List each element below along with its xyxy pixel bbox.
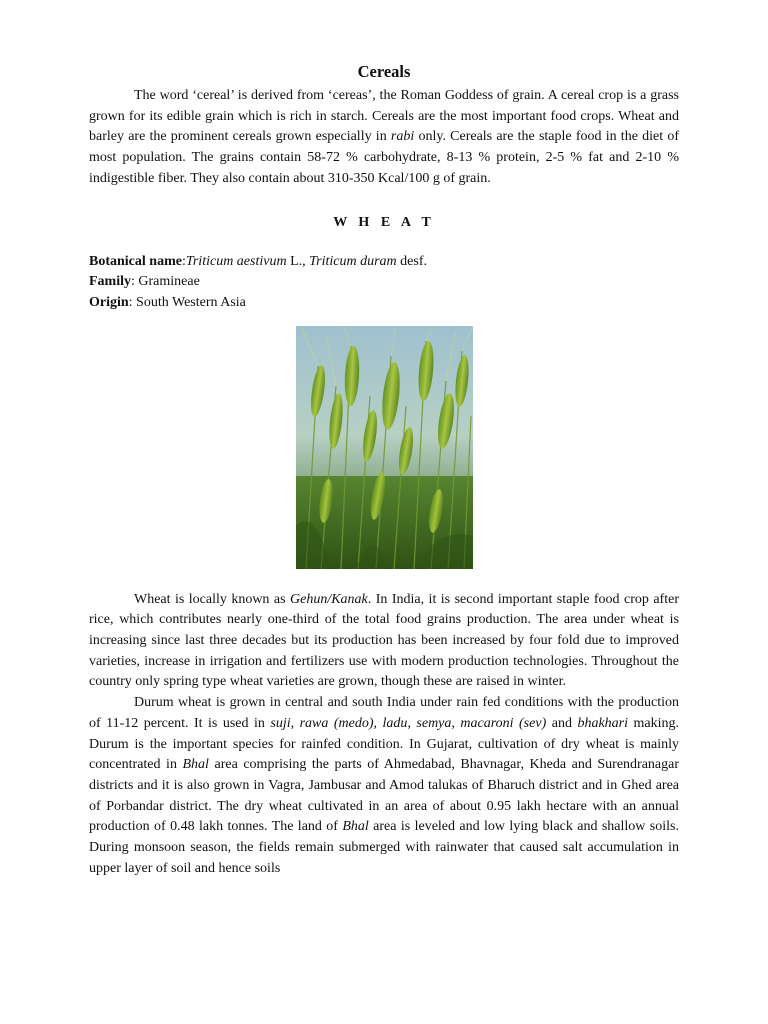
origin-value: : South Western Asia: [128, 294, 246, 310]
section-heading: W H E A T: [333, 214, 435, 230]
durum-wheat-paragraph: Durum wheat is grown in central and south India under rain fed conditions with the production of 11-12 percent. It is used in suji, rawa (medo), ladu, semya, macaroni (sev) and bhakhari making. Durum is the important species for rainfed condition. In Gujarat, cultivation of dry wheat is mainly concentrated in Bhal area comprising the parts of Ahmedabad, Bhavnagar, Kheda and Surendranagar districts and it is also grown in Vagra, Jambusar and Amod talukas of Bharuch district and in Ghed area of Porbandar district. The dry wheat cultivated in an area of about 0.95 lakh hectare with an annual production of 0.48 lakh tonnes. The land of Bhal area is leveled and low lying black and shallow soils. During monsoon season, the fields remain submerged with rainwater that caused salt accumulation in upper layer of soil and hence soils: [89, 695, 680, 876]
botanical-name-label: Botanical name: [89, 253, 182, 269]
origin-label: Origin: [89, 294, 129, 310]
wheat-field-photo: [296, 326, 473, 569]
origin-row: [89, 293, 679, 314]
emphasized-term: Bhal: [342, 819, 369, 835]
family-row: [89, 272, 679, 293]
emphasized-term: rabi: [390, 129, 415, 145]
crop-facts: [89, 252, 679, 314]
emphasized-term: Triticum aestivum: [185, 253, 287, 269]
intro-paragraph: The word ‘cereal’ is derived from ‘cereas’, the Roman Goddess of grain. A cereal crop is a grass grown for its edible grain which is rich in starch. Cereals are the most important food crops. Wheat and barley are the prominent cereals grown especially in rabi only. Cereals are the staple food in the diet of most population. The grains contain 58-72 % carbohydrate, 8-13 % protein, 2-5 % fat and 2-10 % indigestible fiber. They also contain about 310-350 Kcal/100 g of grain.: [89, 88, 679, 186]
emphasized-term: Triticum duram: [309, 253, 397, 269]
document-page: [89, 60, 679, 879]
botanical-name-value: :Triticum aestivum L., Triticum duram desf.: [181, 253, 427, 269]
family-value: : Gramineae: [131, 274, 200, 290]
page-title: Cereals: [357, 62, 411, 81]
botanical-name-row: [89, 252, 679, 273]
emphasized-term: suji, rawa (medo), ladu, semya, macaroni (sev): [270, 715, 547, 731]
wheat-overview-paragraph: Wheat is locally known as Gehun/Kanak. In India, it is second important staple food crop after rice, which contributes nearly one-third of the total food grains production. The area under wheat is increasing since last three decades but its production has been increased by four fold due to improved varieties, increase in irrigation and fertilizers use with modern production technologies. Throughout the country only spring type wheat varieties are grown, though these are raised in winter.: [89, 591, 679, 690]
emphasized-term: Bhal: [182, 757, 209, 773]
emphasized-term: bhakhari: [577, 715, 628, 731]
emphasized-term: Gehun/Kanak: [290, 591, 368, 607]
family-label: Family: [89, 274, 131, 290]
